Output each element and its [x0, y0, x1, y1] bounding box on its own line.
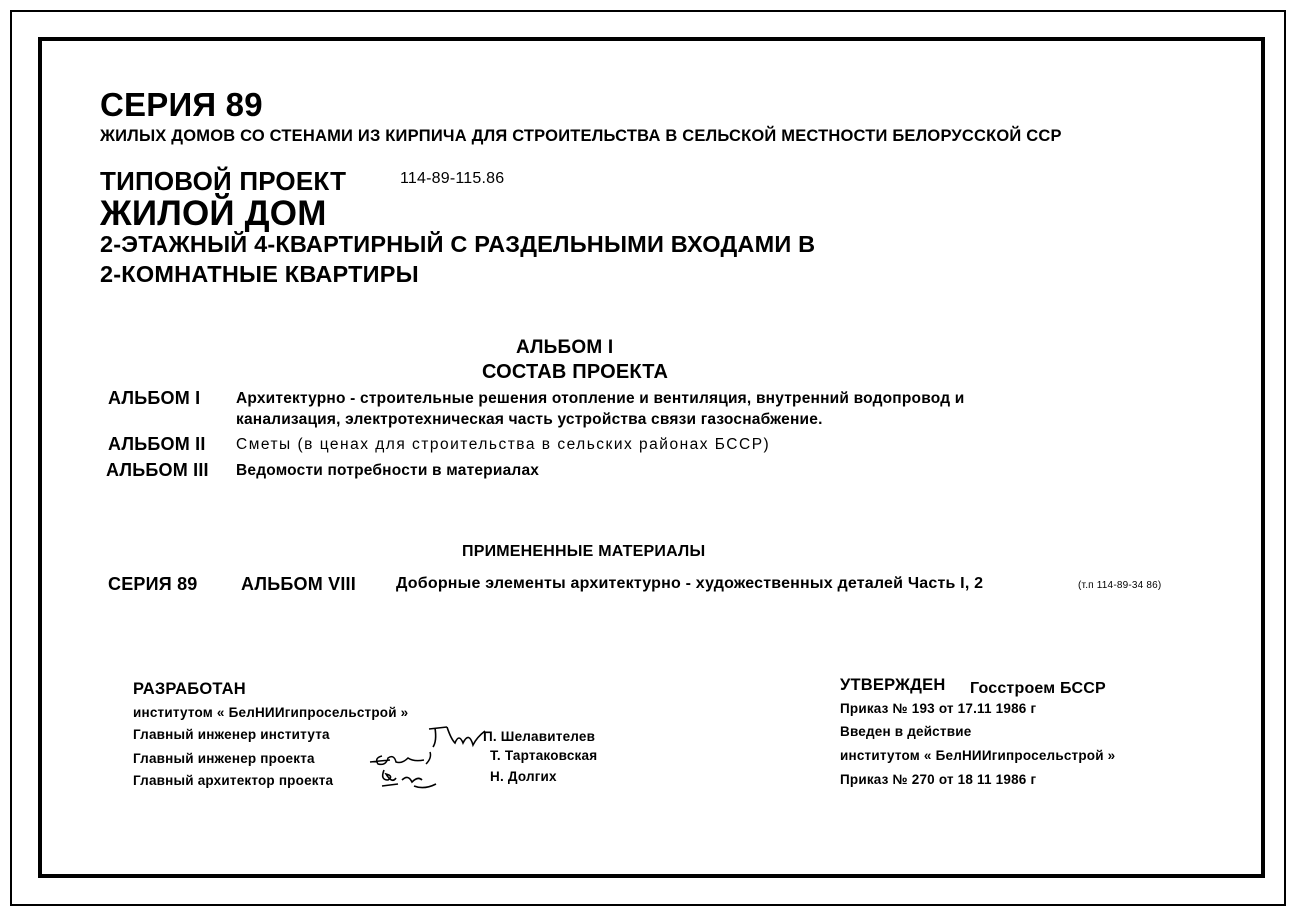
materials-text: Доборные элементы архитектурно - художественных деталей Часть I, 2: [396, 575, 984, 592]
materials-tp-ref: (т.п 114-89-34 86): [1078, 580, 1162, 591]
building-description-2: 2-КОМНАТНЫЕ КВАРТИРЫ: [100, 261, 419, 287]
developed-role: Главный инженер института: [133, 727, 330, 742]
approved-institute: институтом « БелНИИгипросельстрой »: [840, 748, 1116, 763]
composition-row-text: Архитектурно - строительные решения отопление и вентиляция, внутренний водопровод и: [236, 390, 965, 407]
series-title: СЕРИЯ 89: [100, 86, 263, 123]
composition-row-label: АЛЬБОМ III: [106, 460, 209, 480]
series-subtitle: ЖИЛЫХ ДОМОВ СО СТЕНАМИ ИЗ КИРПИЧА ДЛЯ СТРОИТЕЛЬСТВА В СЕЛЬСКОЙ МЕСТНОСТИ БЕЛОРУССКОЙ ССР: [100, 127, 1062, 145]
signature-chief-engineer: [425, 723, 490, 751]
composition-row-label: АЛЬБОМ I: [108, 388, 201, 408]
composition-row-text: Сметы (в ценах для строительства в сельских районах БССР): [236, 436, 771, 453]
signature-chief-architect: [378, 766, 443, 792]
composition-row-text: канализация, электротехническая часть устройства связи газоснабжение.: [236, 411, 823, 428]
composition-row-label: АЛЬБОМ II: [108, 434, 206, 454]
developed-name: Т. Тартаковская: [490, 748, 598, 763]
composition-title: СОСТАВ ПРОЕКТА: [482, 361, 669, 383]
developed-role: Главный архитектор проекта: [133, 773, 334, 788]
project-number: 114-89-115.86: [400, 170, 505, 187]
album-heading: АЛЬБОМ I: [516, 337, 614, 358]
approved-order: Приказ № 193 от 17.11 1986 г: [840, 701, 1037, 716]
building-title: ЖИЛОЙ ДОМ: [100, 194, 327, 233]
approved-order: Приказ № 270 от 18 11 1986 г: [840, 772, 1037, 787]
developed-title: РАЗРАБОТАН: [133, 680, 246, 698]
approved-introduced: Введен в действие: [840, 724, 972, 739]
composition-row-text: Ведомости потребности в материалах: [236, 462, 540, 479]
materials-title: ПРИМЕНЕННЫЕ МАТЕРИАЛЫ: [462, 543, 706, 560]
developed-name: П. Шелавителев: [483, 729, 596, 744]
project-label: ТИПОВОЙ ПРОЕКТ: [100, 166, 347, 196]
materials-album: АЛЬБОМ VIII: [241, 574, 356, 594]
developed-name: Н. Долгих: [490, 769, 557, 784]
building-description-1: 2-ЭТАЖНЫЙ 4-КВАРТИРНЫЙ С РАЗДЕЛЬНЫМИ ВХОДАМИ В: [100, 231, 816, 257]
materials-series: СЕРИЯ 89: [108, 574, 198, 594]
approved-title: УТВЕРЖДЕН: [840, 676, 946, 694]
developed-role: Главный инженер проекта: [133, 751, 315, 766]
developed-institute: институтом « БелНИИгипросельстрой »: [133, 705, 409, 720]
approved-body: Госстроем БССР: [970, 680, 1106, 697]
